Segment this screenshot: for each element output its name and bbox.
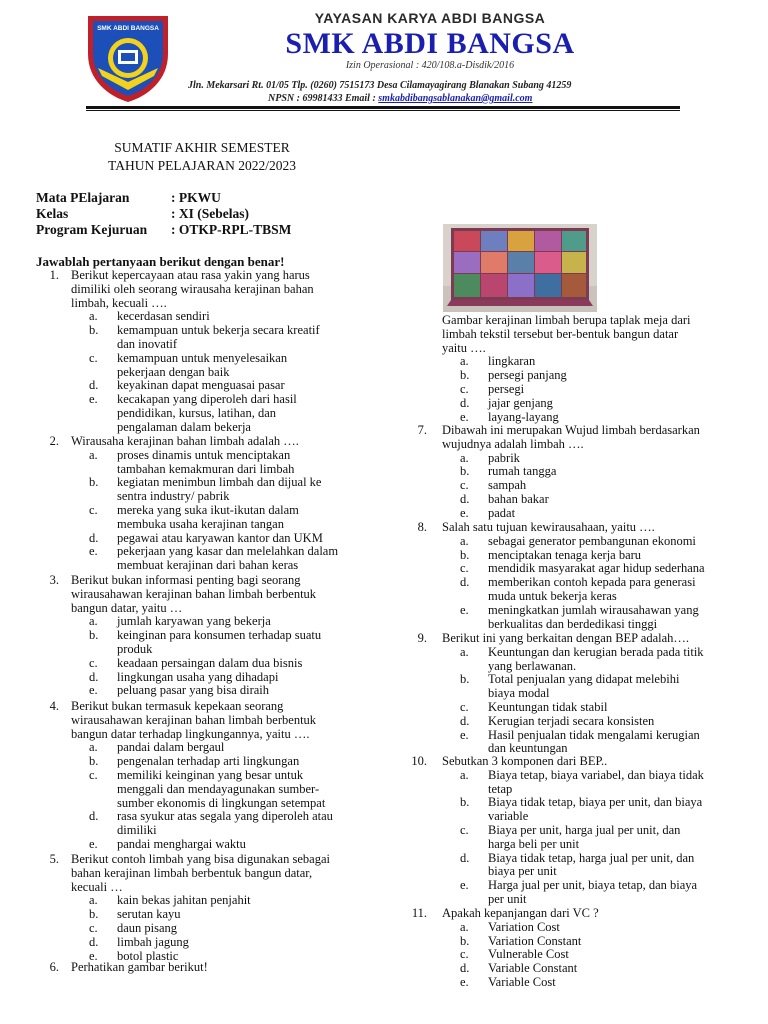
question-text: wirausahawan kerajinan bahan limbah berbentuk [71, 586, 317, 601]
header-divider [86, 106, 680, 109]
question-number: 1. [49, 268, 59, 282]
option-text: tetap [488, 781, 513, 796]
option-letter: d. [460, 961, 470, 976]
option-text: biaya modal [488, 686, 550, 701]
option-text: mereka yang suka ikut-ikutan dalam [117, 503, 299, 517]
option-text: Biaya per unit, harga jual per unit, dan [488, 823, 681, 837]
option-text: tambahan kemakmuran dari limbah [117, 461, 295, 476]
question-text: Sebutkan 3 komponen dari BEP.. [442, 754, 608, 768]
option-text: pegawai atau karyawan kantor dan UKM [117, 530, 323, 545]
option-letter: b. [89, 754, 99, 769]
option-text: dimiliki [117, 823, 157, 838]
option-text: memiliki keinginan yang besar untuk [117, 768, 304, 782]
subject-value: : PKWU [171, 190, 221, 205]
option-text: pekerjaan dengan baik [117, 364, 230, 379]
option-text: dan inovatif [117, 337, 178, 351]
option-text: muda untuk bekerja keras [488, 589, 617, 603]
question-text: kecuali … [71, 879, 123, 894]
option-text: Biaya tidak tetap, biaya per unit, dan biaya [488, 795, 703, 810]
option-letter: c. [89, 350, 98, 365]
option-text: sampah [488, 478, 527, 493]
option-letter: e. [460, 727, 469, 742]
option-letter: e. [460, 602, 469, 617]
option-text: membuat kerajinan dari bahan keras [117, 558, 299, 573]
option-letter: a. [89, 893, 98, 908]
header-divider-thin [86, 110, 680, 111]
option-letter: c. [460, 823, 469, 837]
option-text: membuka usaha kerajinan tangan [117, 516, 284, 531]
option-letter: d. [460, 713, 470, 728]
option-text: jumlah karyawan yang bekerja [117, 614, 271, 629]
question-text: Perhatikan gambar berikut! [71, 960, 208, 974]
class-label: Kelas [36, 206, 69, 221]
option-text: Keuntungan tidak stabil [488, 700, 608, 714]
option-text: sebagai generator pembangunan ekonomi [488, 533, 696, 548]
option-text: sentra industry/ pabrik [117, 489, 230, 504]
option-letter: c. [89, 768, 98, 782]
option-letter: c. [89, 655, 98, 670]
option-letter: d. [89, 378, 99, 393]
question-number: 6. [49, 960, 59, 974]
option-letter: b. [460, 672, 470, 687]
option-text: menciptakan tenaga kerja baru [488, 547, 642, 562]
option-text: Hasil penjualan tidak mengalami kerugian [488, 727, 700, 742]
option-letter: b. [460, 795, 470, 810]
option-text: kecerdasan sendiri [117, 309, 210, 324]
question-text: Berikut bukan termasuk kepekaan seorang [71, 699, 284, 713]
option-letter: a. [460, 767, 469, 782]
option-text: Vulnerable Cost [488, 947, 569, 962]
option-letter: a. [89, 309, 98, 324]
question-number: 4. [49, 699, 59, 713]
option-text: Biaya tidak tetap, harga jual per unit, dan [488, 850, 695, 865]
option-letter: e. [89, 544, 98, 559]
option-text: padat [488, 505, 516, 520]
class-value: : XI (Sebelas) [171, 206, 249, 221]
option-letter: b. [89, 907, 99, 922]
option-text: pandai dalam bergaul [117, 740, 225, 755]
question-text: Apakah kepanjangan dari VC ? [442, 906, 599, 920]
option-text: limbah jagung [117, 934, 189, 949]
question-text: Gambar kerajinan limbah berupa taplak meja dari [442, 313, 691, 327]
option-letter: e. [460, 878, 469, 893]
option-text: mendidik masyarakat agar hidup sederhana [488, 561, 705, 576]
npsn-text: NPSN : 69981433 Email : [268, 93, 379, 104]
option-letter: d. [460, 850, 470, 865]
option-letter: e. [89, 683, 98, 698]
question-text: wirausahawan kerajinan bahan limbah berbentuk [71, 712, 317, 727]
option-text: serutan kayu [117, 907, 181, 922]
question-text: limbah tekstil tersebut ber-bentuk bangun datar [442, 326, 679, 341]
class-row [36, 206, 249, 222]
option-text: kecakapan yang diperoleh dari hasil [117, 392, 297, 407]
program-value: : OTKP-RPL-TBSM [171, 222, 292, 237]
option-text: Total penjualan yang didapat melebihi [488, 672, 680, 687]
option-letter: e. [460, 975, 469, 989]
exam-title: SUMATIF AKHIR SEMESTER [114, 140, 290, 155]
program-label: Program Kejuruan [36, 222, 148, 237]
option-text: kain bekas jahitan penjahit [117, 893, 251, 908]
question-text: Dibawah ini merupakan Wujud limbah berdasarkan [442, 423, 700, 437]
question-text: limbah, kecuali …. [71, 295, 167, 310]
option-text: rumah tangga [488, 464, 557, 479]
option-letter: b. [89, 628, 99, 643]
option-text: Variable Cost [488, 975, 556, 989]
option-text: daun pisang [117, 921, 178, 935]
question-number: 7. [417, 423, 427, 437]
academic-year: TAHUN PELAJARAN 2022/2023 [108, 158, 296, 173]
subject-label: Mata PElajaran [36, 190, 130, 205]
option-text: peluang pasar yang bisa diraih [117, 683, 270, 698]
subject-row [36, 190, 221, 206]
question-text: Wirausaha kerajinan bahan limbah adalah …. [71, 434, 299, 448]
foundation-name: YAYASAN KARYA ABDI BANGSA [314, 10, 546, 26]
option-letter: d. [89, 809, 99, 824]
option-letter: a. [460, 354, 469, 369]
question-text: bangun datar terhadap lingkungannya, yaitu …. [71, 726, 310, 741]
option-text: pendidikan, kursus, latihan, dan [117, 406, 276, 420]
option-letter: b. [89, 475, 99, 490]
option-text: biaya per unit [488, 864, 557, 879]
option-letter: c. [89, 503, 98, 517]
option-text: keinginan para konsumen terhadap suatu [117, 628, 322, 643]
option-letter: e. [460, 505, 469, 520]
question-text: bangun datar, yaitu … [71, 600, 183, 615]
option-text: sumber ekonomis di lingkungan setempat [117, 795, 326, 810]
option-letter: d. [460, 575, 470, 590]
option-text: keadaan persaingan dalam dua bisnis [117, 655, 303, 670]
logo-text: SMK ABDI BANGSA [97, 25, 159, 32]
question-number: 8. [417, 520, 427, 534]
option-text: yang berlawanan. [488, 658, 577, 673]
option-text: Keuntungan dan kerugian berada pada titik [488, 644, 704, 659]
option-text: pengenalan terhadap arti lingkungan [117, 754, 300, 769]
option-letter: a. [460, 644, 469, 659]
option-text: persegi panjang [488, 368, 567, 383]
option-letter: e. [89, 392, 98, 407]
question-number: 2. [49, 434, 59, 448]
option-letter: b. [89, 323, 99, 338]
option-text: kemampuan untuk menyelesaikan [117, 350, 288, 365]
option-text: Variable Constant [488, 961, 578, 976]
email-link[interactable]: smkabdibangsablanakan@gmail.com [378, 93, 533, 104]
option-text: keyakinan dapat menguasai pasar [117, 378, 285, 393]
option-letter: b. [460, 547, 470, 562]
question-number: 10. [411, 754, 427, 768]
permit-number: Izin Operasional : 420/108.a-Disdik/2016 [345, 60, 515, 71]
question-number: 9. [417, 631, 427, 645]
question-text: bahan kerajinan limbah berbentuk bangun datar, [71, 865, 313, 880]
question-text: Berikut ini yang berkaitan dengan BEP adalah…. [442, 631, 690, 645]
option-text: proses dinamis untuk menciptakan [117, 447, 291, 462]
option-letter: a. [460, 919, 469, 934]
option-letter: d. [89, 934, 99, 949]
option-text: pabrik [488, 450, 520, 465]
option-letter: e. [89, 948, 98, 963]
option-text: Variation Cost [488, 919, 560, 934]
option-text: pekerjaan yang kasar dan melelahkan dalam [117, 544, 339, 559]
option-text: pengalaman dalam bekerja [117, 419, 251, 434]
option-letter: c. [460, 700, 469, 714]
option-text: Harga jual per unit, biaya tetap, dan biaya [488, 878, 698, 893]
npsn-line [268, 93, 668, 104]
option-text: botol plastic [117, 948, 179, 963]
option-text: kegiatan menimbun limbah dan dijual ke [117, 475, 322, 490]
option-text: harga beli per unit [488, 836, 580, 851]
option-letter: b. [460, 933, 470, 948]
school-address: Jln. Mekarsari Rt. 01/05 Tlp. (0260) 7515173 Desa Cilamayagirang Blanakan Subang 41259 [188, 80, 572, 91]
option-letter: c. [89, 921, 98, 935]
school-name: SMK ABDI BANGSA [285, 27, 575, 60]
option-text: lingkungan usaha yang dihadapi [117, 669, 279, 684]
option-text: berkualitas dan berdedikasi tinggi [488, 616, 658, 631]
option-letter: d. [89, 669, 99, 684]
question-text: yaitu …. [442, 340, 486, 355]
instruction: Jawablah pertanyaan berikut dengan benar! [36, 254, 285, 269]
option-text: variable [488, 809, 529, 824]
option-text: jajar genjang [488, 395, 553, 410]
option-letter: a. [89, 614, 98, 629]
option-letter: d. [460, 395, 470, 410]
question-text: Salah satu tujuan kewirausahaan, yaitu …. [442, 520, 655, 534]
option-text: Variation Constant [488, 933, 582, 948]
question-number: 5. [49, 852, 59, 866]
option-letter: d. [460, 492, 470, 506]
option-letter: b. [460, 368, 470, 383]
question-text: Berikut bukan informasi penting bagi seorang [71, 573, 301, 587]
option-text: meningkatkan jumlah wirausahawan yang [488, 602, 699, 617]
option-letter: b. [460, 464, 470, 479]
option-letter: a. [460, 450, 469, 465]
option-letter: a. [460, 533, 469, 548]
option-text: produk [117, 642, 153, 656]
option-text: memberikan contoh kepada para generasi [488, 575, 696, 590]
school-logo [84, 10, 172, 104]
option-letter: d. [89, 530, 99, 545]
option-text: persegi [488, 382, 525, 396]
option-letter: c. [460, 478, 469, 493]
option-letter: c. [460, 947, 469, 962]
tablecloth-photo [443, 224, 597, 312]
question-text: Berikut contoh limbah yang bisa digunakan sebagai [71, 852, 330, 866]
option-letter: a. [89, 740, 98, 755]
question-number: 3. [49, 573, 59, 587]
option-letter: c. [460, 561, 469, 576]
option-text: Biaya tetap, biaya variabel, dan biaya tidak [488, 767, 704, 782]
option-letter: e. [89, 837, 98, 851]
question-text: dimiliki oleh seorang wirausaha kerajinan bahan [71, 281, 314, 296]
option-text: dan keuntungan [488, 741, 568, 756]
program-row [36, 222, 292, 238]
option-text: layang-layang [488, 409, 559, 424]
option-text: pandai menghargai waktu [117, 837, 246, 851]
option-text: lingkaran [488, 354, 536, 369]
option-text: kemampuan untuk bekerja secara kreatif [117, 323, 320, 338]
option-text: per unit [488, 892, 527, 906]
option-text: Kerugian terjadi secara konsisten [488, 713, 655, 728]
question-text: Berikut kepercayaan atau rasa yakin yang harus [71, 268, 310, 282]
option-text: rasa syukur atas segala yang diperoleh atau [117, 809, 333, 824]
option-text: bahan bakar [488, 492, 549, 506]
option-letter: c. [460, 382, 469, 396]
option-text: menggali dan mendayagunakan sumber- [117, 781, 320, 796]
question-text: wujudnya adalah limbah …. [442, 436, 584, 451]
option-letter: e. [460, 409, 469, 424]
question-number: 11. [411, 906, 427, 920]
option-letter: a. [89, 447, 98, 462]
